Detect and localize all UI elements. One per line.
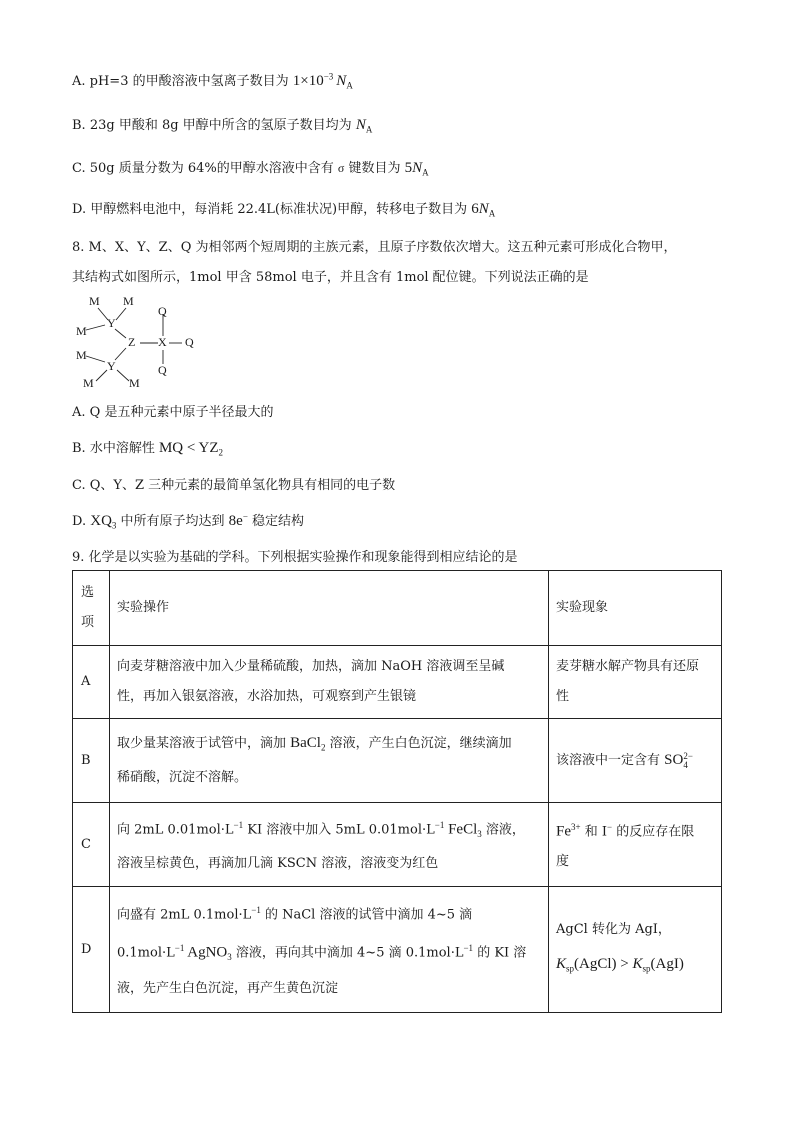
electron-charge: −: [242, 511, 248, 522]
formula-superscript: 2−: [683, 750, 693, 761]
table-row: [73, 646, 722, 719]
row-result-text: 和 I: [580, 824, 607, 840]
row-result: [549, 719, 722, 803]
atom-q: Q: [158, 363, 167, 377]
q7-option-c-mid: 键数目为: [344, 161, 405, 176]
sulfate-script: [683, 752, 693, 770]
formula-subscript: 2: [320, 742, 326, 753]
row-operation: [110, 646, 549, 719]
row-operation-text: 向盛有 2mL 0.1mol·L: [117, 907, 252, 923]
q8-option-d: [72, 510, 304, 531]
q8-option-c: C. Q、Y、Z 三种元素的最简单氢化物具有相同的电子数: [72, 478, 396, 493]
ksp-expression: (AgI): [650, 956, 684, 973]
bond-y-z: [115, 329, 126, 338]
q8-option-a: A. Q 是五种元素中原子半径最大的: [72, 405, 274, 420]
unit-exponent: −1: [174, 942, 185, 953]
ksp-subscript: sp: [566, 963, 575, 974]
row-result: [549, 803, 722, 887]
atom-m: M: [76, 348, 87, 362]
row-operation-text: 的 KI 溶: [473, 945, 527, 961]
q7-option-a-exponent: −3: [323, 71, 334, 82]
avogadro-subscript: A: [422, 167, 429, 178]
row-option: B: [73, 719, 110, 803]
q8-option-d-suffix: 稳定结构: [247, 514, 305, 529]
formula-subscript: 2: [218, 447, 224, 458]
q7-option-c-text: C. 50g 质量分数为 64%的甲醇水溶液中含有: [72, 161, 338, 176]
q9-stem: 9. 化学是以实验为基础的学科。下列根据实验操作和现象能得到相应结论的是: [72, 550, 518, 565]
formula-subscript: 3: [227, 951, 232, 962]
row-operation-line: 稀硝酸，沉淀不溶解。: [117, 769, 248, 785]
unit-exponent: −1: [251, 905, 261, 916]
atom-m: M: [76, 324, 87, 338]
q7-option-b-text: B. 23g 甲酸和 8g 甲醇中所含的氢原子数目均为: [72, 118, 356, 133]
q8-option-b-formula: MQ < YZ: [158, 440, 219, 456]
table-row: [73, 803, 722, 887]
q7-option-d-text: D. 甲醇燃料电池中，每消耗 22.4L(标准状况)甲醇，转移电子数目为: [72, 202, 472, 217]
unit-exponent: −1: [463, 942, 474, 953]
row-result-line: AgCl 转化为 AgI，: [556, 922, 671, 938]
row-result: [549, 887, 722, 1013]
atom-m: M: [129, 376, 140, 390]
row-option: C: [73, 803, 110, 887]
formula: BaCl: [290, 735, 321, 752]
bond-m-y: [117, 370, 129, 381]
row-result: [549, 646, 722, 719]
formula: FeCl: [444, 821, 478, 838]
row-result-text: 的反应存在限: [612, 824, 695, 840]
atom-q: Q: [158, 304, 167, 318]
atom-m: M: [89, 294, 100, 308]
row-result-line: 性: [556, 689, 570, 704]
experiment-table: [72, 570, 722, 1013]
electron-count: 8e: [228, 513, 243, 529]
row-operation: [110, 887, 549, 1013]
row-operation-text: KI 溶液中加入 5mL 0.01mol·L: [243, 822, 435, 838]
avogadro-subscript: A: [365, 124, 373, 135]
unit-exponent: −1: [434, 820, 445, 831]
row-operation-line: 性，再加入银氨溶液，水浴加热，可观察到产生银镜: [117, 689, 417, 704]
q8-option-d-text: 中所有原子均达到: [116, 514, 229, 529]
formula: SO: [664, 752, 684, 768]
structural-formula: [72, 290, 212, 390]
q8-option-d-formula: XQ: [90, 513, 112, 529]
row-operation-text: 溶液，再向其中滴加 4~5 滴 0.1mol·L: [231, 945, 464, 961]
ion-charge: 3+: [571, 821, 581, 832]
ion-symbol: Fe: [556, 823, 571, 840]
q7-option-d: [72, 198, 495, 219]
row-operation-text: 的 NaCl 溶液的试管中滴加 4~5 滴: [260, 907, 473, 923]
avogadro-symbol: N: [478, 201, 489, 217]
atom-m: M: [123, 294, 134, 308]
atom-y: Y: [107, 359, 116, 373]
avogadro-symbol: N: [355, 117, 366, 133]
row-operation-line: 液，先产生白色沉淀，再产生黄色沉淀: [117, 980, 339, 996]
formula-subscript: 3: [477, 828, 482, 839]
bond-m-y: [86, 356, 105, 362]
ion-charge: −: [606, 821, 613, 832]
avogadro-symbol: N: [412, 160, 423, 176]
table-row: [73, 719, 722, 803]
bond-z-y: [115, 348, 126, 360]
q8-stem-line-1: 8. M、X、Y、Z、Q 为相邻两个短周期的主族元素，且原子序数依次增大。这五种元素可形成化合物甲，: [72, 240, 677, 255]
q8-option-b: [72, 437, 223, 458]
row-option: A: [73, 646, 110, 719]
q7-option-a-base: 1×10: [292, 73, 324, 89]
formula-subscript: 3: [111, 520, 117, 531]
row-result-line: 度: [556, 854, 570, 870]
sigma-symbol: σ: [337, 161, 345, 175]
row-operation-line: 向麦芽糖溶液中加入少量稀硫酸，加热，滴加 NaOH 溶液调至呈碱: [117, 659, 505, 674]
atom-q: Q: [185, 335, 194, 349]
row-operation-text: 取少量某溶液于试管中，滴加: [117, 736, 291, 752]
atom-m: M: [83, 376, 94, 390]
q8-option-b-text: B. 水中溶解性: [72, 441, 159, 456]
avogadro-subscript: A: [488, 208, 496, 219]
header-operation: 实验操作: [110, 571, 549, 646]
atom-z: Z: [128, 335, 136, 349]
formula-subscript: 4: [683, 759, 688, 770]
row-operation: [110, 719, 549, 803]
ksp-symbol: K: [632, 956, 643, 973]
q7-option-c: [72, 157, 429, 178]
table-header-row: [73, 571, 722, 646]
row-result-line: 麦芽糖水解产物具有还原: [556, 659, 700, 674]
ksp-subscript: sp: [642, 963, 651, 974]
avogadro-symbol: N: [336, 73, 347, 89]
q7-option-d-number: 6: [471, 201, 479, 217]
ksp-expression: (AgCl) >: [574, 956, 633, 973]
row-operation: [110, 803, 549, 887]
row-result-text: 该溶液中一定含有: [556, 753, 665, 768]
header-option-line-1: 选: [81, 585, 95, 600]
avogadro-subscript: A: [346, 80, 353, 91]
ksp-symbol: K: [556, 956, 567, 973]
q7-option-c-number: 5: [404, 160, 413, 176]
formula: AgNO: [184, 944, 228, 961]
atom-y: Y: [107, 316, 116, 330]
row-operation-text: 向 2mL 0.01mol·L: [117, 822, 234, 838]
atom-x: X: [158, 335, 167, 349]
row-operation-line: 溶液呈棕黄色，再滴加几滴 KSCN 溶液，溶液变为红色: [117, 855, 439, 871]
q7-option-b: [72, 114, 372, 135]
row-operation-text: 溶液，: [481, 822, 525, 838]
bond-m-y: [86, 325, 105, 330]
row-option: D: [73, 887, 110, 1013]
row-operation-text: 0.1mol·L: [117, 945, 175, 961]
table-row: [73, 887, 722, 1013]
header-option: [73, 571, 110, 646]
header-result: 实验现象: [549, 571, 722, 646]
bond-m-y: [96, 370, 107, 381]
q7-option-a-text: A. pH=3 的甲酸溶液中氢离子数目为: [72, 74, 293, 89]
header-option-line-2: 项: [81, 615, 95, 630]
q7-option-a: [72, 70, 353, 91]
bond-m-y: [116, 308, 126, 320]
q8-stem-line-2: 其结构式如图所示，1mol 甲含 58mol 电子，并且含有 1mol 配位键。下列说法正确的是: [72, 270, 589, 285]
q8-option-d-prefix: D.: [72, 514, 91, 529]
unit-exponent: −1: [233, 820, 244, 831]
row-operation-text: 溶液，产生白色沉淀，继续滴加: [325, 736, 512, 752]
